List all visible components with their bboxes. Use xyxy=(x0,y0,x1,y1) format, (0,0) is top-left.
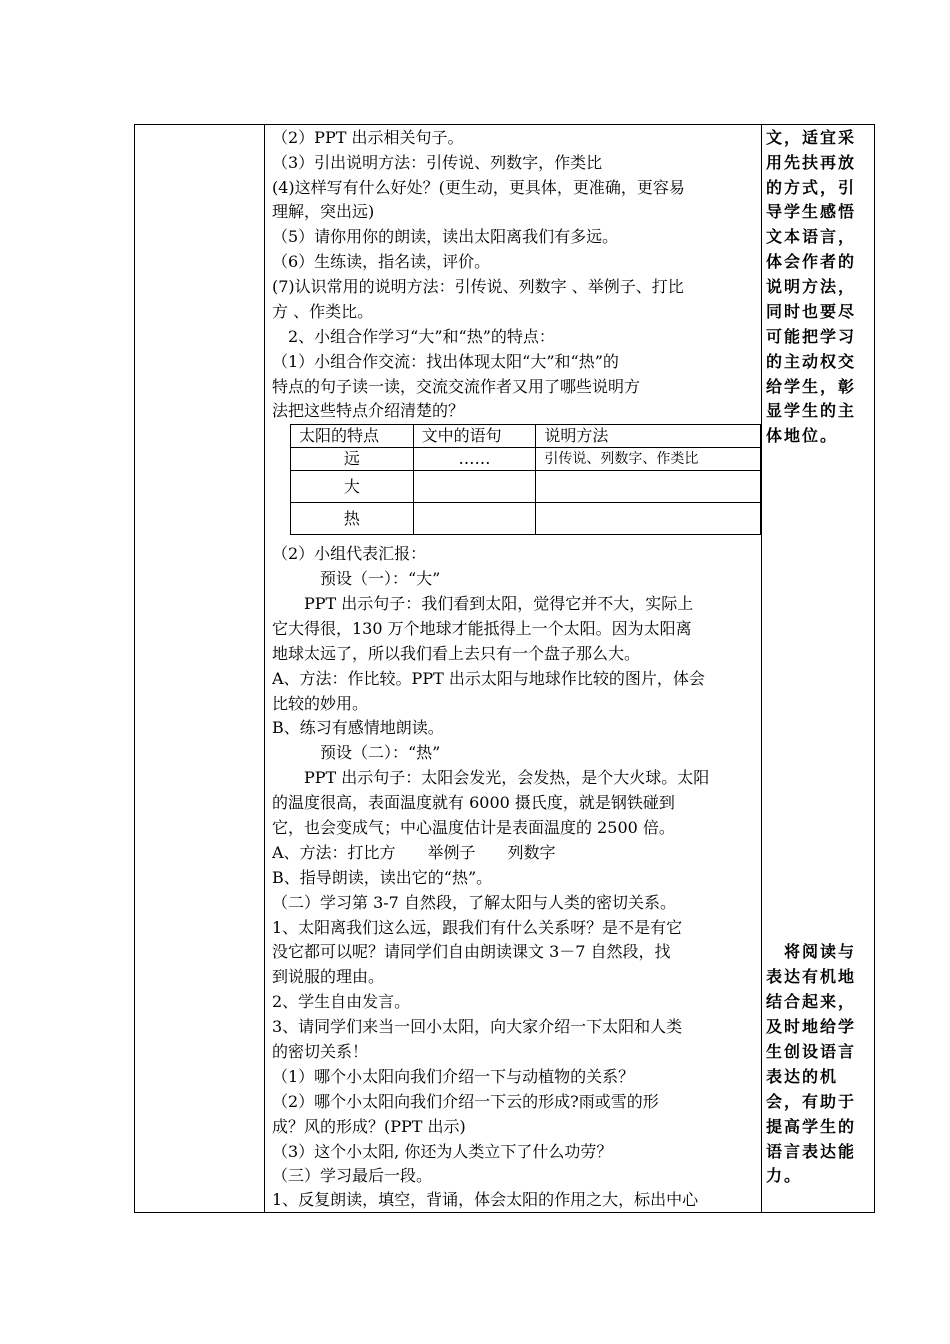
table-cell: …… xyxy=(413,448,536,471)
note-line: 的主动权交 xyxy=(766,352,857,371)
note-line: 给学生，彰 xyxy=(766,377,857,396)
text-line: （二）学习第 3-7 自然段，了解太阳与人类的密切关系。 xyxy=(272,893,676,912)
text-line: 预设（一）：“大” xyxy=(272,569,441,588)
text-line: 成？风的形成？(PPT 出示) xyxy=(272,1117,466,1136)
note-line: 文，适宜采 xyxy=(766,128,857,147)
text-line: （3）这个小太阳, 你还为人类立下了什么功劳？ xyxy=(272,1142,613,1161)
note-line: 文本语言， xyxy=(766,227,857,246)
text-line: B、指导朗读，读出它的“热”。 xyxy=(272,868,493,887)
text-line: 的温度很高，表面温度就有 6000 摄氏度，就是钢铁碰到 xyxy=(272,793,675,812)
text-line: 2、学生自由发言。 xyxy=(272,992,411,1011)
note-line: 结合起来， xyxy=(766,992,857,1011)
text-line: 特点的句子读一读，交流交流作者又用了哪些说明方 xyxy=(272,377,641,396)
text-line: （2）PPT 出示相关句子。 xyxy=(272,128,464,147)
text-line: 1、太阳离我们这么远，跟我们有什么关系呀？是不是有它 xyxy=(272,918,683,937)
text-line: 比较的妙用。 xyxy=(272,694,369,713)
text-line: 它，也会变成气；中心温度估计是表面温度的 2500 倍。 xyxy=(272,818,675,837)
note-line: 生创设语言 xyxy=(766,1042,857,1061)
table-cell xyxy=(536,471,761,503)
table-cell: 热 xyxy=(291,503,414,535)
note-line: 显学生的主 xyxy=(766,401,857,420)
text-line: （2）小组代表汇报： xyxy=(272,544,427,563)
note-line: 的方式，引 xyxy=(766,178,857,197)
text-line: (7)认识常用的说明方法：引传说、列数字 、举例子、打比 xyxy=(272,277,684,296)
text-line: B、练习有感情地朗读。 xyxy=(272,718,444,737)
note-line: 表达有机地 xyxy=(766,967,857,986)
table-cell xyxy=(536,503,761,535)
text-line: (4)这样写有什么好处？(更生动，更具体，更准确，更容易 xyxy=(272,178,685,197)
text-line: 的密切关系！ xyxy=(272,1042,369,1061)
text-line: （5）请你用你的朗读，读出太阳离我们有多远。 xyxy=(272,227,619,246)
text-line: 它大得很，130 万个地球才能抵得上一个太阳。因为太阳离 xyxy=(272,619,692,638)
table-header-cell: 文中的语句 xyxy=(413,425,536,448)
note-line: 力。 xyxy=(766,1166,803,1185)
text-line: 3、请同学们来当一回小太阳，向大家介绍一下太阳和人类 xyxy=(272,1017,683,1036)
text-line: （6）生练读，指名读，评价。 xyxy=(272,252,491,271)
note-line: 表达的机 xyxy=(766,1067,839,1086)
text-line: 理解，突出远) xyxy=(272,202,375,221)
text-line: 方 、作类比。 xyxy=(272,302,374,321)
note-line: 及时地给学 xyxy=(766,1017,857,1036)
text-line: （三）学习最后一段。 xyxy=(272,1166,433,1185)
table-header-cell: 说明方法 xyxy=(536,425,761,448)
table-row xyxy=(291,471,761,503)
table-cell: 大 xyxy=(291,471,414,503)
text-line: （1）哪个小太阳向我们介绍一下与动植物的关系？ xyxy=(272,1067,635,1086)
note-line: 将阅读与 xyxy=(766,942,857,961)
text-line: A、方法：作比较。PPT 出示太阳与地球作比较的图片，体会 xyxy=(272,669,705,688)
note-line: 提高学生的 xyxy=(766,1117,857,1136)
table-row xyxy=(291,503,761,535)
text-line: 法把这些特点介绍清楚的？ xyxy=(272,401,465,420)
note-line: 体会作者的 xyxy=(766,252,857,271)
sun-features-table xyxy=(290,424,761,535)
text-line: 到说服的理由。 xyxy=(272,967,385,986)
note-line: 说明方法， xyxy=(766,277,857,296)
text-line: PPT 出示句子：我们看到太阳，觉得它并不大，实际上 xyxy=(272,594,694,613)
text-line: PPT 出示句子：太阳会发光，会发热，是个大火球。太阳 xyxy=(272,768,710,787)
text-line: 1、反复朗读，填空，背诵，体会太阳的作用之大，标出中心 xyxy=(272,1190,699,1209)
note-line: 同时也要尽 xyxy=(766,302,857,321)
text-line: （3）引出说明方法：引传说、列数字，作类比 xyxy=(272,153,603,172)
note-line: 会，有助于 xyxy=(766,1092,857,1111)
table-header-row xyxy=(291,425,761,448)
table-row xyxy=(291,448,761,471)
text-line: 地球太远了，所以我们看上去只有一个盘子那么大。 xyxy=(272,644,641,663)
column-divider-right xyxy=(761,125,762,1212)
column-divider-left xyxy=(264,125,265,1212)
table-cell xyxy=(413,503,536,535)
text-line: （1）小组合作交流：找出体现太阳“大”和“热”的 xyxy=(272,352,619,371)
text-line: 预设（二）：“热” xyxy=(272,743,441,762)
table-cell: 引传说、列数字、作类比 xyxy=(536,448,761,471)
note-line: 用先扶再放 xyxy=(766,153,857,172)
note-line: 导学生感悟 xyxy=(766,202,857,221)
table-cell: 远 xyxy=(291,448,414,471)
note-line: 语言表达能 xyxy=(766,1142,857,1161)
table-header-cell: 太阳的特点 xyxy=(291,425,414,448)
table-cell xyxy=(413,471,536,503)
note-line: 可能把学习 xyxy=(766,327,857,346)
note-line: 体地位。 xyxy=(766,426,839,445)
lesson-plan-table xyxy=(134,124,875,1213)
text-line: 没它都可以呢？请同学们自由朗读课文 3－7 自然段，找 xyxy=(272,942,671,961)
text-line: （2）哪个小太阳向我们介绍一下云的形成?雨或雪的形 xyxy=(272,1092,659,1111)
text-line: 2、小组合作学习“大”和“热”的特点： xyxy=(272,327,555,346)
text-line: A、方法：打比方 举例子 列数字 xyxy=(272,843,556,862)
